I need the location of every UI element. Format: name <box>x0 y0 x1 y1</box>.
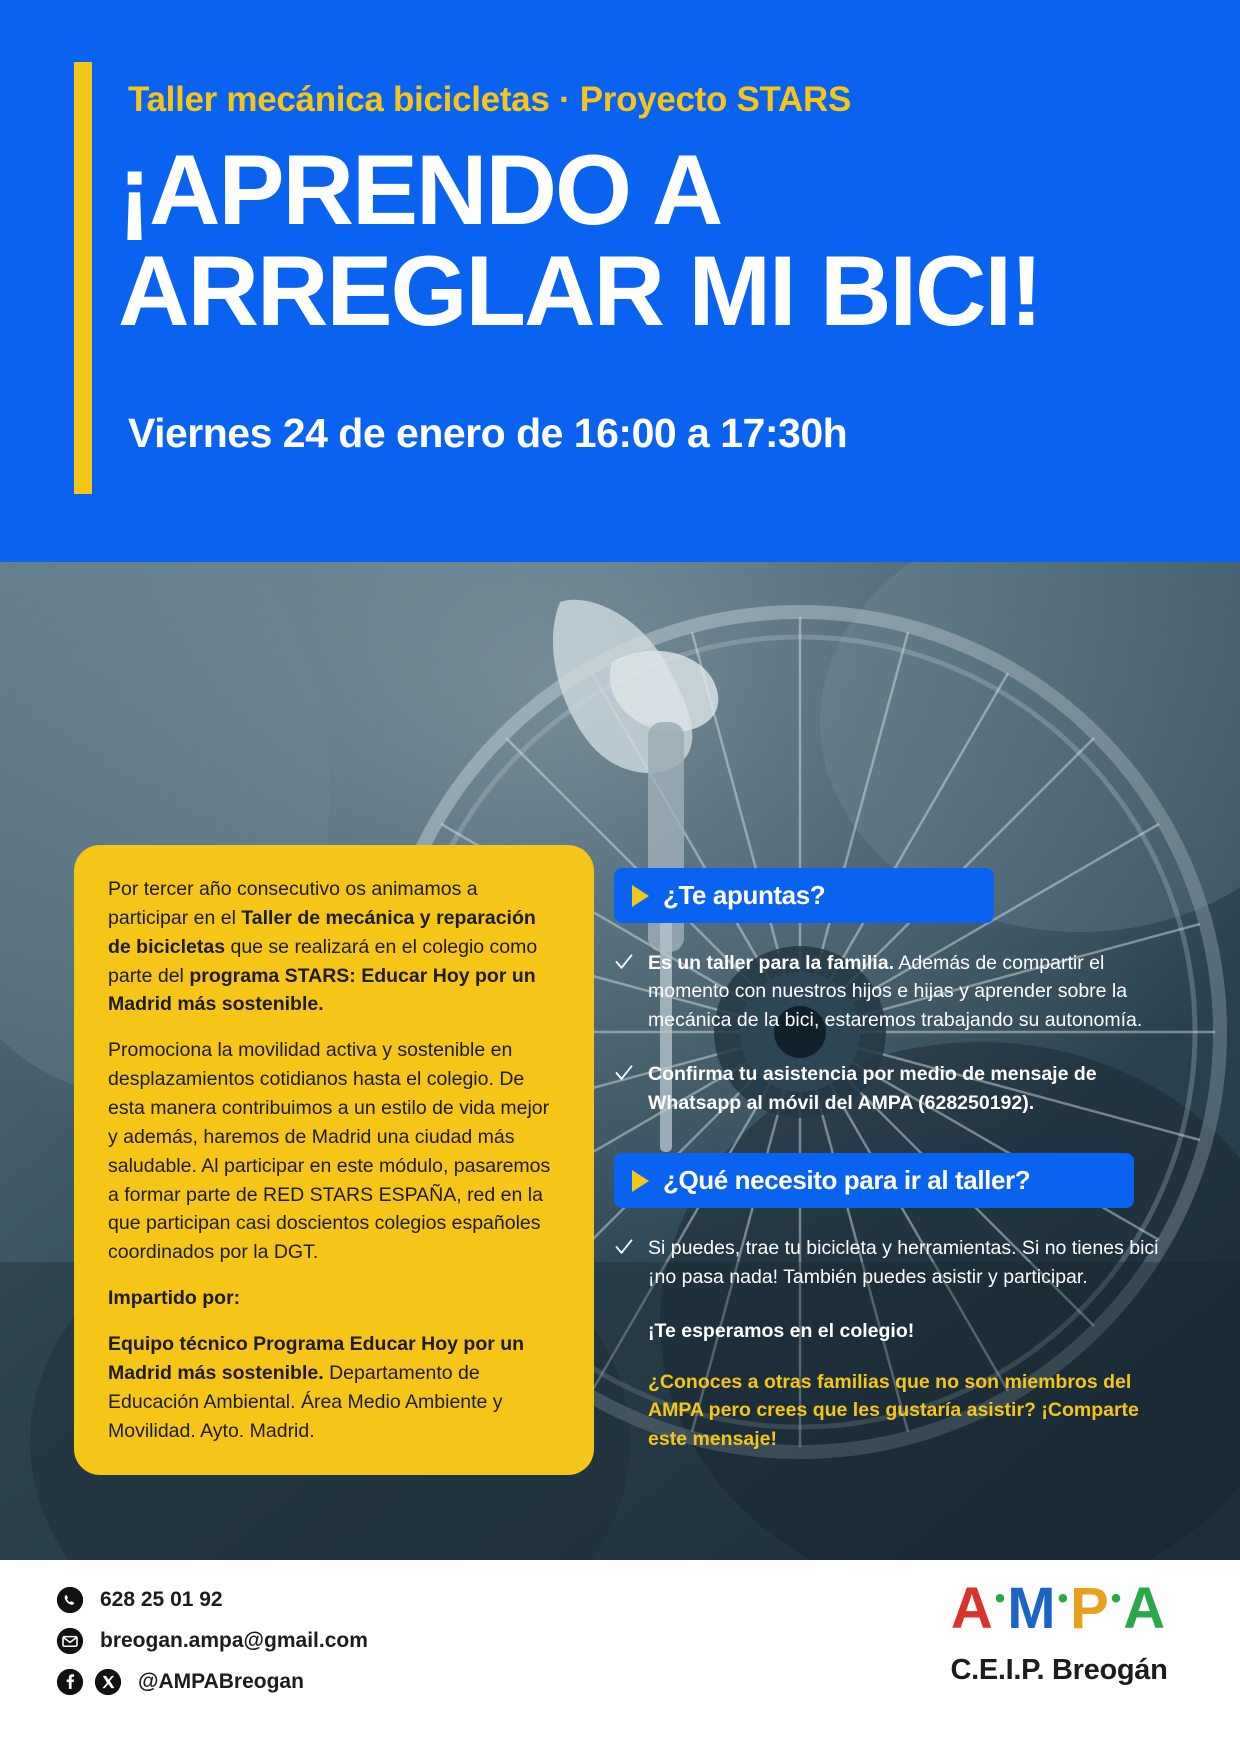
facebook-icon[interactable] <box>56 1668 84 1696</box>
closing-white-text: ¡Te esperamos en el colegio! <box>648 1320 915 1343</box>
logo-letter-a1: A <box>950 1576 995 1641</box>
section-heading-requirements <box>614 1153 1134 1208</box>
contact-phone-row[interactable] <box>56 1586 368 1614</box>
ampa-logo-letters <box>934 1576 1184 1641</box>
info-paragraph-4: Equipo técnico Programa Educar Hoy por un Madrid más sostenible. Departamento de Educación Ambiental. Área Medio Ambiente y Movilidad. Ayto. Madrid. <box>108 1333 525 1442</box>
logo-dot-2: • <box>1057 1581 1071 1615</box>
event-datetime: Viernes 24 de enero de 16:00 a 17:30h <box>128 410 848 456</box>
title-line-2: ARREGLAR MI BICI! <box>118 234 1041 346</box>
section-heading-signup-label: ¿Te apuntas? <box>663 880 826 910</box>
logo-letter-a2: A <box>1123 1576 1168 1641</box>
logo-letter-m: M <box>1007 1576 1058 1641</box>
school-name: C.E.I.P. Breogán <box>950 1654 1168 1686</box>
info-paragraph-1: Por tercer año consecutivo os animamos a participar en el Taller de mecánica y reparación de bicicletas que se realizará en el colegio como parte del programa STARS: Educar Hoy por un Madrid más sostenible. <box>108 878 538 1016</box>
envelope-icon <box>56 1627 84 1655</box>
logo-dot-3: • <box>1110 1581 1124 1615</box>
right-column <box>614 868 1174 1453</box>
contact-email-row[interactable] <box>56 1627 368 1655</box>
social-icon-group <box>56 1668 122 1696</box>
check-icon <box>614 952 634 972</box>
info-card <box>74 845 594 1475</box>
triangle-icon <box>632 1170 649 1192</box>
contact-email: breogan.ampa@gmail.com <box>100 1629 368 1652</box>
title-line-1: ¡APRENDO A <box>118 134 722 245</box>
closing-yellow-text: ¿Conoces a otras familias que no son miembros del AMPA pero crees que les gustaría asistir? ¡Comparte este mensaje! <box>648 1370 1139 1450</box>
bullet-confirm: Confirma tu asistencia por medio de mensaje de Whatsapp al móvil del AMPA (628250192). <box>614 1060 1174 1117</box>
page-title <box>118 134 1178 346</box>
logo-letter-p: P <box>1070 1576 1111 1641</box>
contact-social-row[interactable] <box>56 1668 368 1696</box>
header-banner <box>0 0 1240 562</box>
section-heading-requirements-label: ¿Qué necesito para ir al taller? <box>663 1165 1031 1196</box>
info-paragraph-2: Promociona la movilidad activa y sostenible en desplazamientos cotidianos hasta el colegio. De esta manera contribuimos a un estilo de vida mejor y además, haremos de Madrid una ciudad más saludable. Al participar en este módulo, pasaremos a formar parte de RED STARS ESPAÑA, red en la que participan casi doscientos colegios españoles coordinados por la DGT. <box>108 1039 551 1264</box>
whatsapp-icon <box>56 1586 84 1614</box>
info-paragraph-3: Impartido por: <box>108 1287 241 1310</box>
contact-phone: 628 25 01 92 <box>100 1588 223 1611</box>
header-accent-bar <box>74 62 92 494</box>
bullet-bring-bike: Si puedes, trae tu bicicleta y herramientas. Si no tienes bici ¡no pasa nada! También puedes asistir y participar. <box>614 1234 1174 1291</box>
ampa-logo <box>934 1576 1184 1687</box>
contact-block <box>56 1586 368 1709</box>
kicker-text: Taller mecánica bicicletas · Proyecto STARS <box>128 80 852 119</box>
section-heading-signup <box>614 868 994 923</box>
x-twitter-icon[interactable] <box>94 1668 122 1696</box>
triangle-icon <box>632 885 649 907</box>
check-icon <box>614 1063 634 1083</box>
contact-social-handle: @AMPABreogan <box>138 1670 304 1693</box>
logo-dot-1: • <box>994 1581 1008 1615</box>
check-icon <box>614 1237 634 1257</box>
bullet-family: Es un taller para la familia. Además de compartir el momento con nuestros hijos e hijas y aprender sobre la mecánica de la bici, estaremos trabajando su autonomía. <box>614 949 1174 1034</box>
